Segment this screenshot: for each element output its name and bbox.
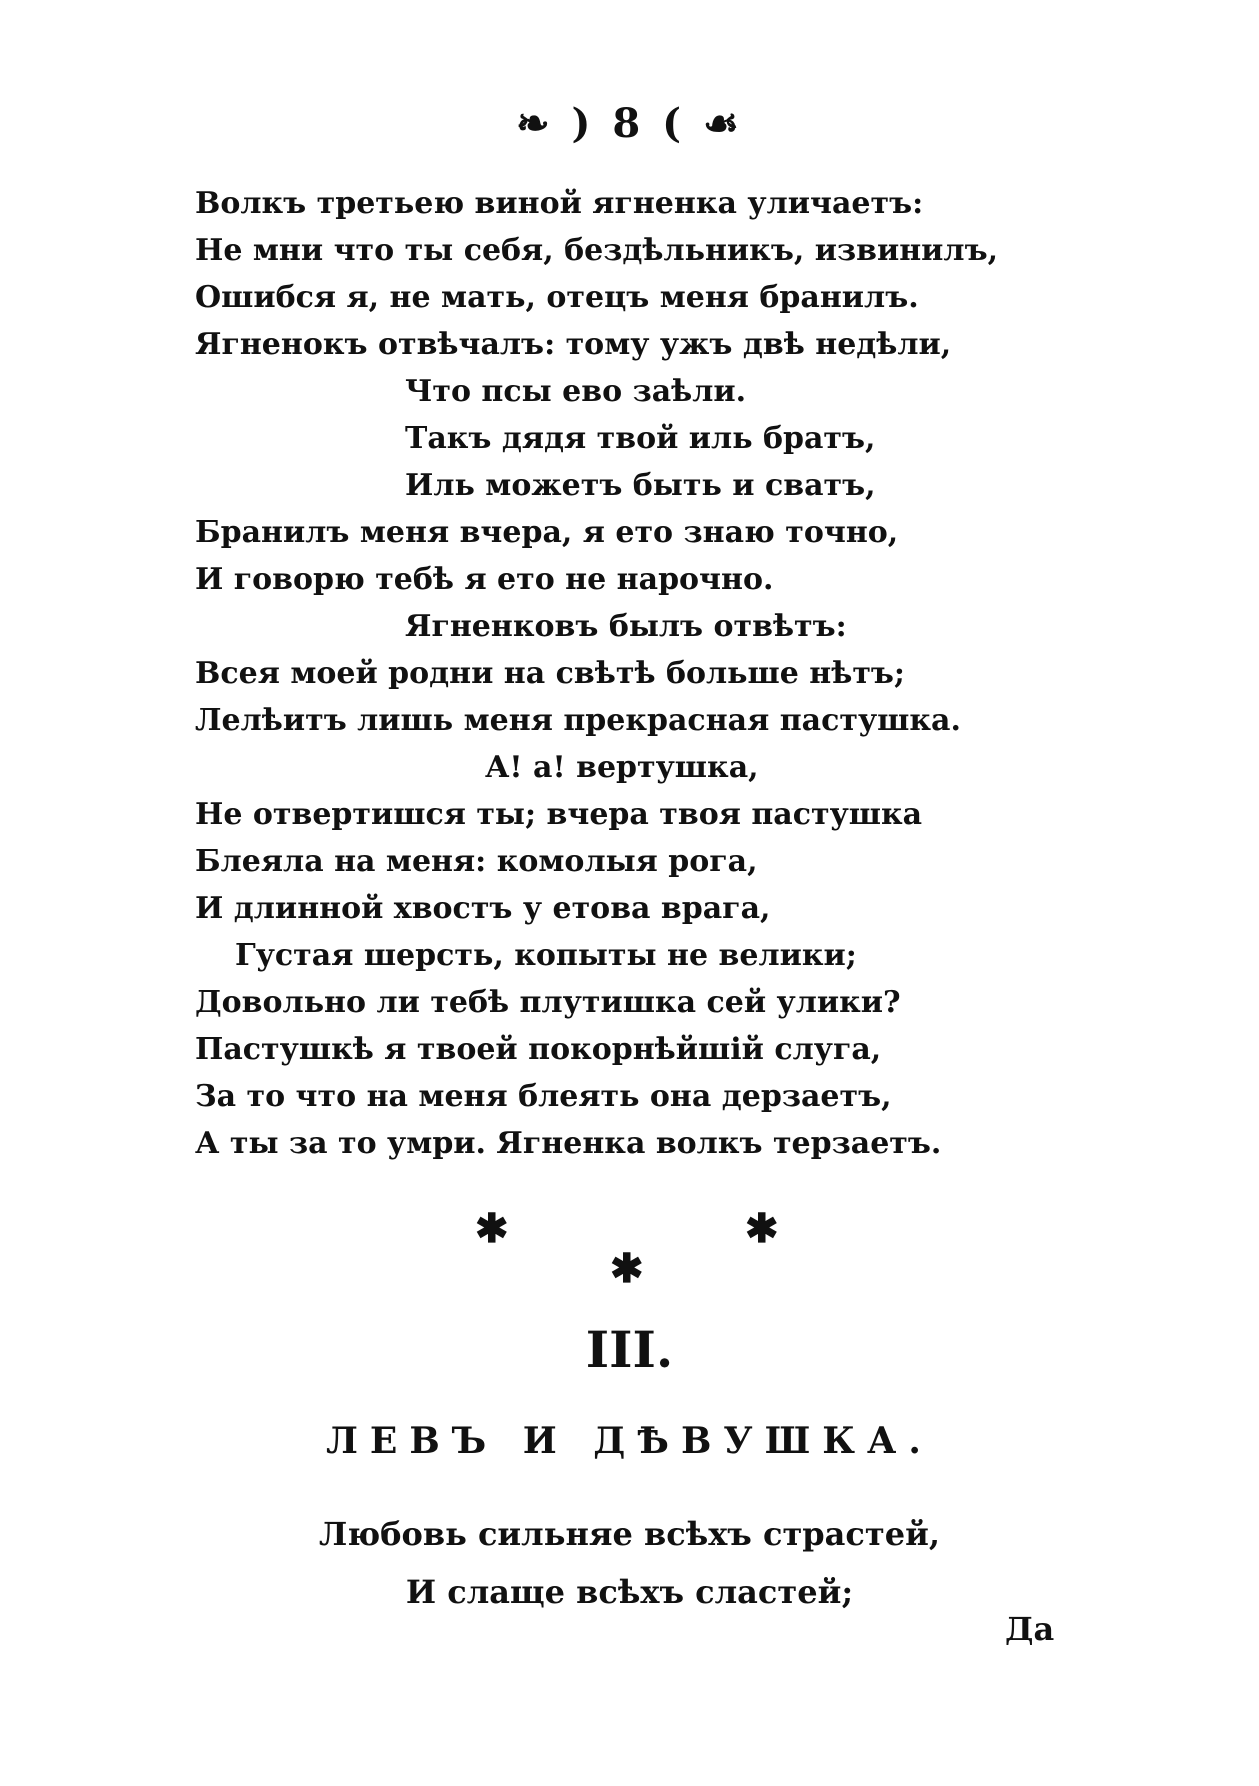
poem-line: Иль можетъ быть и сватъ, — [405, 468, 876, 503]
poem-line: И говорю тебѣ я ето не нарочно. — [195, 562, 774, 597]
poem-line: Лелѣитъ лишь меня прекрасная пастушка. — [195, 703, 961, 738]
poem-body — [195, 180, 1095, 1167]
star-icon: ✱ — [745, 1205, 779, 1252]
poem-line: Ягненокъ отвѣчалъ: тому ужъ двѣ недѣли, — [195, 327, 952, 362]
poem-line: Пастушкѣ я твоей покорнѣйшій слуга, — [195, 1032, 882, 1067]
stanza-line: И слаще всѣхъ сластей; — [405, 1573, 854, 1611]
poem-line: Волкъ третьею виной ягненка уличаетъ: — [195, 186, 924, 221]
poem-line: Что псы ево заѣли. — [405, 374, 747, 409]
asterism-ornament — [0, 1205, 1259, 1315]
stanza-line: Любовь сильняе всѣхъ страстей, — [319, 1515, 940, 1553]
poem-line: Блеяла на меня: комолыя рога, — [195, 844, 758, 879]
poem-line: Не отвертишся ты; вчера твоя пастушка — [195, 797, 923, 832]
catchword: Да — [1005, 1610, 1055, 1648]
section-title: ЛЕВЪ И ДѢВУШКА. — [326, 1420, 933, 1462]
poem-line: И длинной хвостъ у етова врага, — [195, 891, 771, 926]
poem-line: Ягненковъ былъ отвѣтъ: — [405, 609, 847, 644]
poem-line: За то что на меня блеять она дерзаетъ, — [195, 1079, 892, 1114]
poem-line: Всея моей родни на свѣтѣ больше нѣтъ; — [195, 656, 906, 691]
page-header: ❧ ) 8 ( ☙ — [516, 100, 743, 147]
poem-line: Бранилъ меня вчера, я ето знаю точно, — [195, 515, 899, 550]
star-icon: ✱ — [475, 1205, 509, 1252]
stanza-body — [0, 1505, 1259, 1621]
poem-line: Не мни что ты себя, бездѣльникъ, извинилъ, — [195, 233, 999, 268]
poem-line: Ошибся я, не мать, отецъ меня бранилъ. — [195, 280, 919, 315]
poem-line: Густая шерсть, копыты не велики; — [235, 938, 857, 973]
poem-line: А ты за то умри. Ягненка волкъ терзаетъ. — [195, 1126, 942, 1161]
poem-line: Такъ дядя твой иль братъ, — [405, 421, 876, 456]
section-number: III. — [585, 1320, 674, 1379]
poem-line: Довольно ли тебѣ плутишка сей улики? — [195, 985, 901, 1020]
star-icon: ✱ — [610, 1245, 644, 1292]
poem-line: А! а! вертушка, — [485, 750, 759, 785]
